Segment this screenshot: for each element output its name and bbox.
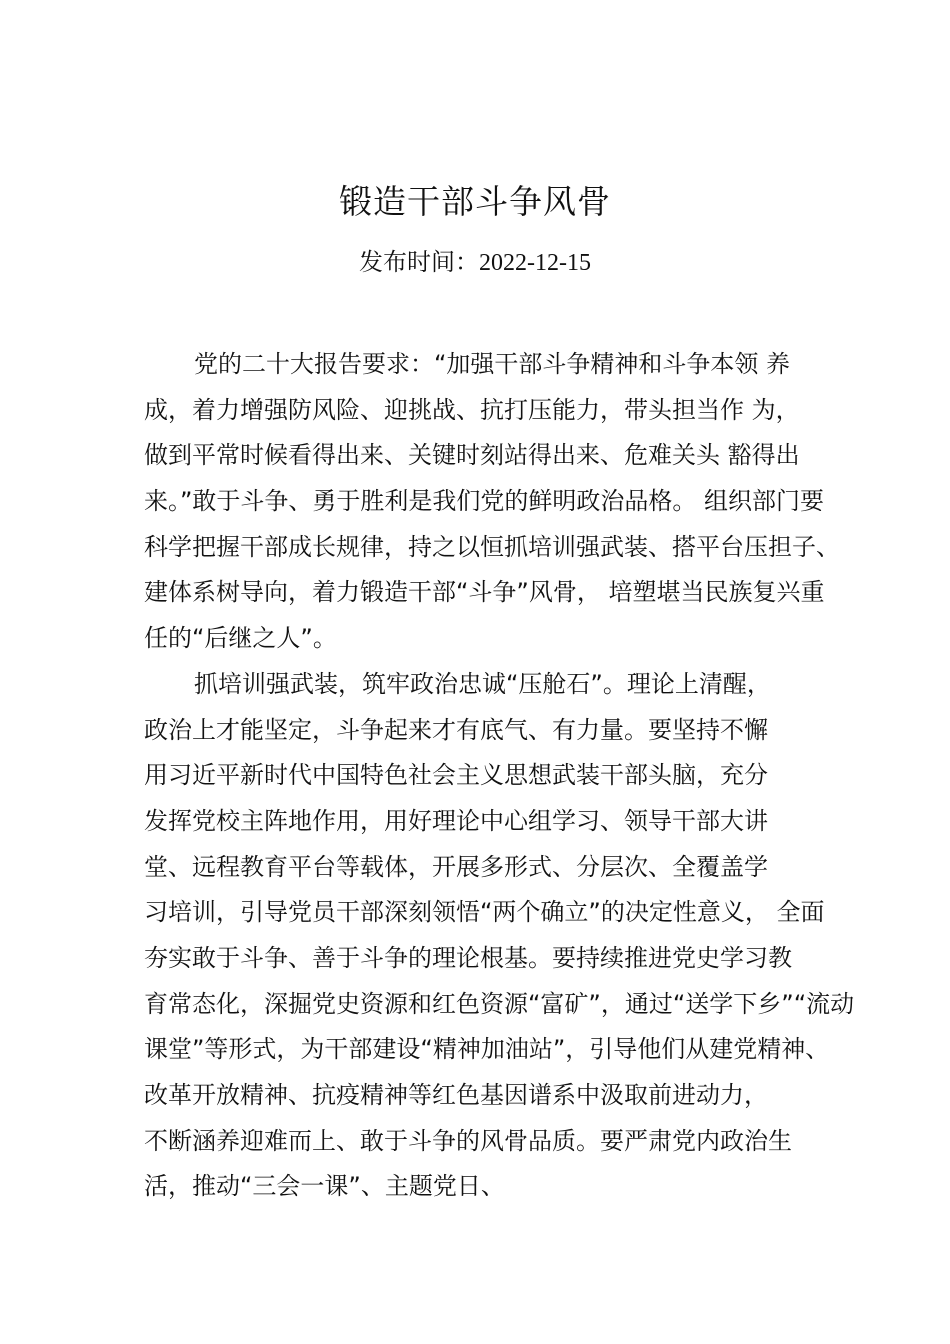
- publish-date-label: 发布时间：: [359, 248, 479, 276]
- text-line: 不断涵养迎难而上、敢于斗争的风骨品质。要严肃党内政治生: [144, 1126, 792, 1155]
- publish-date-value: 2022-12-15: [479, 250, 591, 276]
- document-title: 锻造干部斗争风骨: [339, 182, 611, 221]
- text-line: 发挥党校主阵地作用，用好理论中心组学习、领导干部大讲: [144, 806, 768, 835]
- text-line: 课堂”等形式，为干部建设“精神加油站”，引导他们从建党精神、: [144, 1035, 830, 1064]
- text-line: 党的二十大报告要求：“加强干部斗争精神和斗争本领 养: [194, 350, 791, 378]
- text-line: 育常态化，深掘党史资源和红色资源“富矿”，通过“送学下乡”“流动: [144, 989, 855, 1018]
- text-line: 堂、远程教育平台等载体，开展多形式、分层次、全覆盖学: [144, 852, 768, 881]
- publish-date: [0, 242, 950, 283]
- text-line: 任的“后继之人”。: [144, 624, 337, 653]
- text-line: 抓培训强武装，筑牢政治忠诚“压舱石”。理论上清醒，: [194, 669, 771, 698]
- text-line: 成，着力增强防风险、迎挑战、抗打压能力，带头担当作 为，: [144, 395, 800, 424]
- text-line: 改革开放精神、抗疫精神等红色基因谱系中汲取前进动力，: [144, 1081, 768, 1109]
- text-line: 活，推动“三会一课”、主题党日、: [144, 1172, 505, 1201]
- article-body: [144, 342, 855, 1210]
- text-line: 科学把握干部成长规律，持之以恒抓培训强武装、搭平台压担子、: [144, 532, 840, 561]
- text-line: 习培训，引导党员干部深刻领悟“两个确立”的决定性意义， 全面: [144, 898, 825, 927]
- text-line: 做到平常时候看得出来、关键时刻站得出来、危难关头 豁得出: [144, 441, 800, 470]
- text-line: 建体系树导向，着力锻造干部“斗争”风骨， 培塑堪当民族复兴重: [144, 578, 825, 607]
- text-line: 政治上才能坚定，斗争起来才有底气、有力量。要坚持不懈: [144, 715, 768, 744]
- text-line: 用习近平新时代中国特色社会主义思想武装干部头脑，充分: [144, 761, 768, 790]
- text-line: 来。”敢于斗争、勇于胜利是我们党的鲜明政治品格。 组织部门要: [144, 487, 825, 516]
- text-line: 夯实敢于斗争、善于斗争的理论根基。要持续推进党史学习教: [144, 943, 792, 972]
